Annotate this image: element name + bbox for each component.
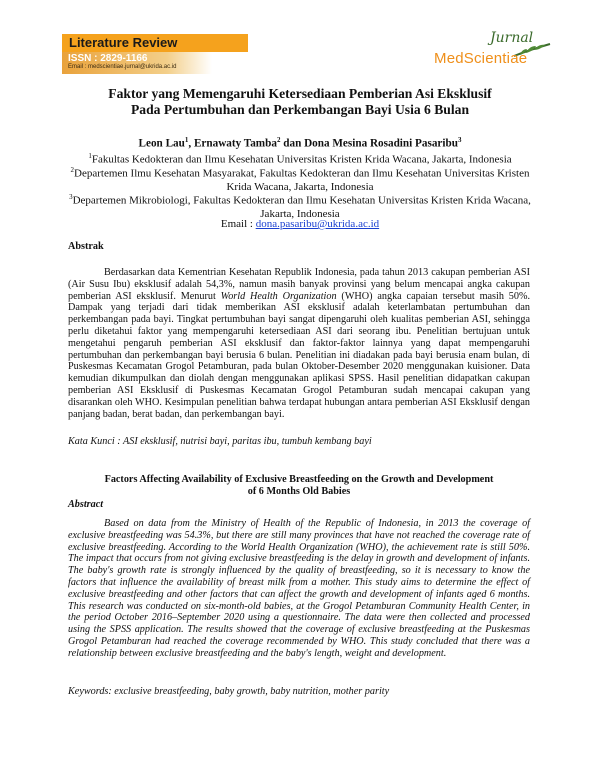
- title-line-1: Faktor yang Memengaruhi Ketersediaan Pemberian Asi Eksklusif: [108, 86, 492, 101]
- author-3: dan Dona Mesina Rosadini Pasaribu: [280, 137, 458, 150]
- abstrak-heading: Abstrak: [68, 241, 104, 252]
- english-title-line-1: Factors Affecting Availability of Exclusive Breastfeeding on the Growth and Development: [104, 474, 494, 485]
- author-2: , Ernawaty Tamba: [188, 137, 277, 150]
- article-title: [60, 86, 540, 118]
- email-link[interactable]: dona.pasaribu@ukrida.ac.id: [255, 218, 380, 230]
- affiliation-3-text: Departemen Mikrobiologi, Fakultas Kedokteran dan Ilmu Kesehatan Universitas Kristen Krida Wacana, Jakarta, Indonesia: [72, 194, 531, 221]
- abstract-body: [68, 518, 530, 660]
- english-keywords: Keywords: exclusive breastfeeding, baby growth, baby nutrition, mother parity: [68, 686, 390, 697]
- abstract-heading: Abstract: [68, 499, 104, 510]
- literature-review-banner: [62, 34, 248, 52]
- issn-text: ISSN : 2829-1166: [68, 53, 148, 64]
- journal-email: Email : medscientiae.jurnal@ukrida.ac.id: [68, 64, 177, 70]
- banner-label: Literature Review: [69, 35, 178, 50]
- english-title-line-2: of 6 Months Old Babies: [247, 486, 351, 497]
- abstrak-body: [68, 267, 530, 420]
- affiliation-3-sup: 3: [69, 193, 73, 201]
- title-line-2: Pada Pertumbuhan dan Perkembangan Bayi Usia 6 Bulan: [130, 102, 470, 117]
- logo-journal-name: MedScientiae: [434, 50, 528, 67]
- english-title: [68, 474, 530, 498]
- author-1: Leon Lau: [138, 137, 185, 150]
- affiliation-1-sup: 1: [88, 152, 92, 160]
- abstrak-who: World Health Organization: [220, 290, 337, 302]
- email-label: Email :: [220, 218, 256, 230]
- logo-journal-word: Jurnal: [490, 30, 534, 46]
- affiliation-2-text: Departemen Ilmu Kesehatan Masyarakat, Fakultas Kedokteran dan Ilmu Kesehatan Universitas Kristen Krida Wacana, Jakarta, Indonesia: [74, 167, 530, 194]
- issn-banner: [62, 52, 212, 74]
- author-1-sup: 1: [184, 136, 189, 144]
- corresponding-email: [60, 218, 540, 230]
- medscientiae-logo: [432, 30, 552, 78]
- abstrak-part-1: Berdasarkan data Kementrian Kesehatan Republik Indonesia, pada tahun 2013 cakupan pemberian ASI (Air Susu Ibu) eksklusif adalah 54,3%, namun masih banyak provinsi yang belum mencapai angka cakupan pemberian ASI eksklusif. Menurut: [68, 267, 530, 302]
- author-2-sup: 2: [276, 136, 281, 144]
- affiliation-1-text: Fakultas Kedokteran dan Ilmu Kesehatan Universitas Kristen Krida Wacana, Jakarta, Indonesia: [91, 153, 512, 166]
- author-list: [60, 136, 540, 150]
- abstrak-part-2: (WHO) angka capaian tersebut masih 50%. Dampak yang terjadi dari tidak memberikan ASI eksklusif adalah keterlambatan pertumbuhan dan perkembangan pada bayi. Tingkat pertumbuhan bayi sangat dipengaruhi oleh kualitas pemberian ASI, sehingga perlu diketahui faktor yang mempengaruhi ketersediaan ASI dari seorang ibu. Penelitian bertujuan untuk mengetahui pengaruh pemberian ASI eksklusif dan faktor-faktor lainnya yang dapat mempengaruhi pertumbuhan dan perkembangan bayi berusia 6 bulan. Penelitian ini diadakan pada bayi berusia enam bulan, di Puskesmas Kecamatan Grogol Petamburan, pada bulan Oktober-Desember 2020 menggunakan kuisioner. Data kemudian dikumpulkan dan diolah dengan menggunakan aplikasi SPSS. Hasil penelitian didapatkan cakupan pemberian ASI Eksklusif di Puskesmas Kecamatan Grogol Petamburan sudah mencapai cakupan yang disarankan oleh WHO. Kesimpulan penelitian bahwa terdapat hubungan antara pemberian ASI Eksklusif dengan panjang badan, berat badan, dan perkembangan bayi.: [68, 290, 530, 420]
- affiliation-2-sup: 2: [70, 166, 75, 174]
- abstract-text: Based on data from the Ministry of Health of the Republic of Indonesia, in 2013 the coverage of exclusive breastfeeding was 54.3%, but there are still many provinces that have not reached the coverage rate of exclusive breastfeeding. According to the World Health Organization (WHO), the achievement rate is still 50%. The impact that occurs from not giving exclusive breastfeeding is the delay in growth and development of infants. The baby's growth rate is strongly influenced by the quality of breastfeeding, so it is necessary to know the factors that influence the availability of breast milk from a mother. This study aims to determine the effect of exclusive breastfeeding and other factors that can affect the growth and development of infants aged 6 months. This research was conducted on six-month-old babies, at the Grogol Petamburan Community Health Center, in the period October 2016–September 2020 using a questionnaire. The data were then collected and processed using the SPSS application. The results showed that the coverage of exclusive breastfeeding at the Puskesmas Grogol Petamburan had reached the coverage recommended by WHO. This study concluded that there was a relationship between exclusive breastfeeding and the baby's length, weight and development.: [68, 518, 530, 659]
- journal-header: [62, 30, 534, 78]
- kata-kunci: Kata Kunci : ASI eksklusif, nutrisi bayi, paritas ibu, tumbuh kembang bayi: [68, 436, 372, 447]
- author-3-sup: 3: [457, 136, 462, 144]
